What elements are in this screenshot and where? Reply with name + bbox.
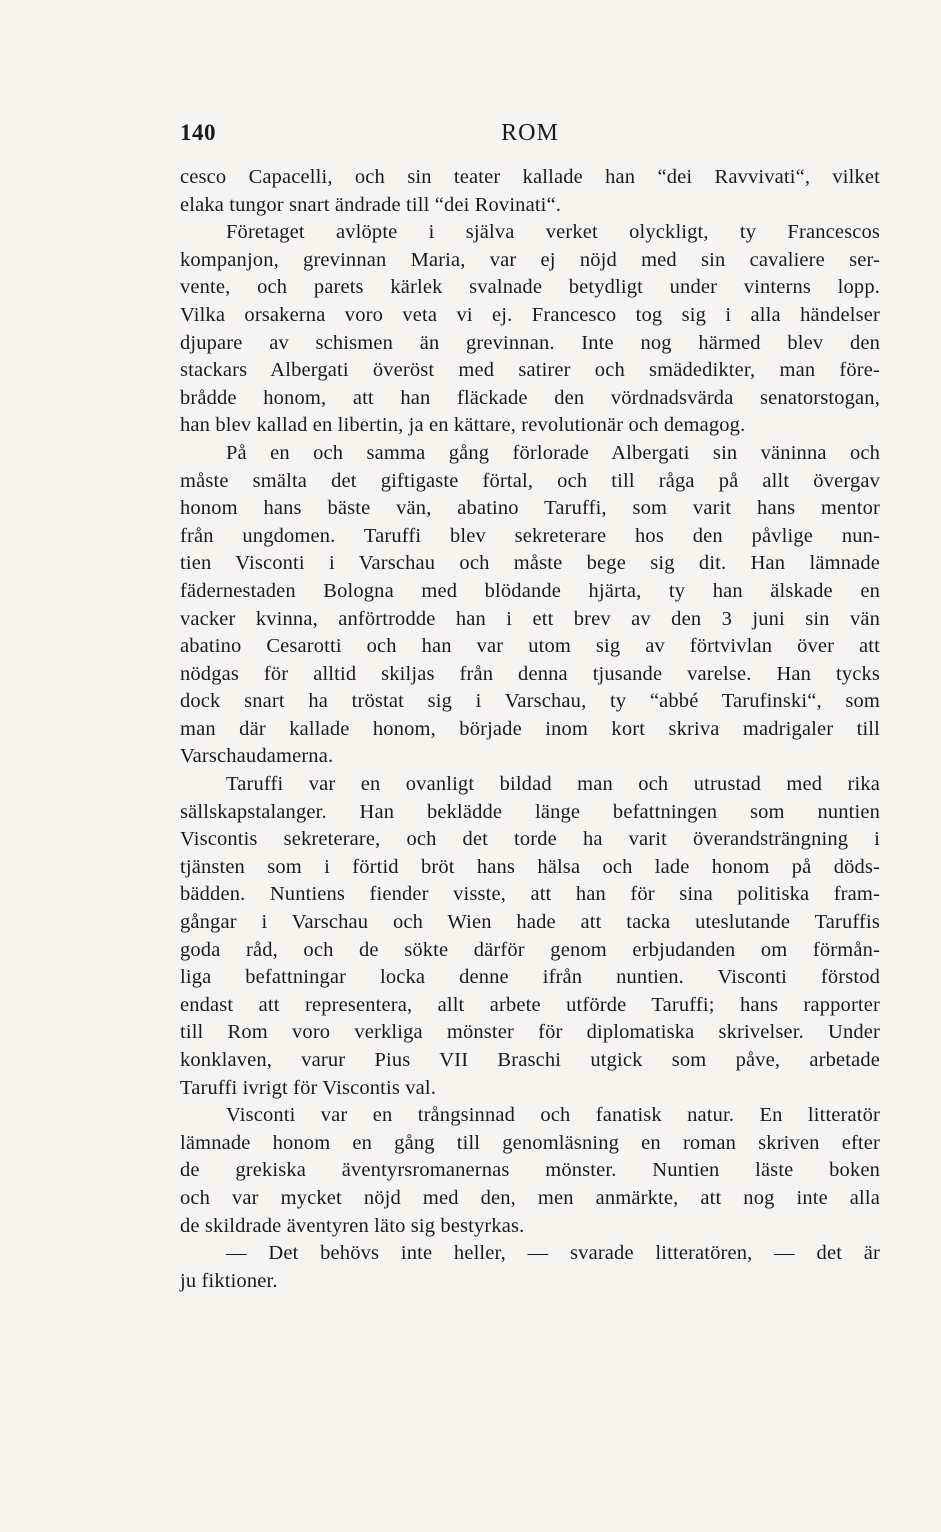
text-line: lämnade honom en gång till genomläsning en roman skriven efter bbox=[180, 1131, 880, 1154]
text-line: konklaven, varur Pius VII Braschi utgick som påve, arbetade bbox=[180, 1049, 880, 1071]
text-line: liga befattningar locka denne ifrån nuntien. Visconti förstod bbox=[180, 966, 880, 989]
text-line: man där kallade honom, började inom kort skriva madrigaler till bbox=[180, 717, 880, 740]
text-line: stackars Albergati överöst med satirer och smädedikter, man före- bbox=[180, 359, 880, 382]
text-line: från ungdomen. Taruffi blev sekreterare hos den påvlige nun- bbox=[180, 524, 880, 547]
text-line: tien Visconti i Varschau och måste bege sig dit. Han lämnade bbox=[180, 552, 880, 575]
text-line: kompanjon, grevinnan Maria, var ej nöjd med sin cavaliere ser- bbox=[180, 248, 880, 271]
text-line: honom hans bäste vän, abatino Taruffi, som varit hans mentor bbox=[180, 497, 880, 520]
text-line: och var mycket nöjd med den, men anmärkte, att nog inte alla bbox=[180, 1186, 880, 1209]
text-line: tjänsten som i förtid bröt hans hälsa och lade honom på döds- bbox=[180, 855, 880, 878]
running-head: ROM bbox=[501, 120, 559, 146]
text-line: Taruffi ivrigt för Viscontis val. bbox=[180, 1076, 437, 1099]
text-line: goda råd, och de sökte därför genom erbjudanden om förmån- bbox=[180, 938, 880, 961]
text-line: Varschaudamerna. bbox=[180, 745, 334, 768]
text-line: Viscontis sekreterare, och det torde ha varit överandsträngning i bbox=[180, 828, 880, 851]
text-line: endast att representera, allt arbete utförde Taruffi; hans rapporter bbox=[180, 993, 880, 1016]
text-line: ju fiktioner. bbox=[180, 1269, 278, 1292]
text-line: till Rom voro verkliga mönster för diplomatiska skrivelser. Under bbox=[180, 1021, 880, 1044]
text-line: djupare av schismen än grevinnan. Inte nog härmed blev den bbox=[180, 331, 880, 354]
text-line: Vilka orsakerna voro veta vi ej. Francesco tog sig i alla händelser bbox=[180, 303, 880, 326]
text-line: cesco Capacelli, och sin teater kallade han “dei Ravvivati“, vilket bbox=[180, 166, 880, 188]
text-line: vacker kvinna, anförtrodde han i ett brev av den 3 juni sin vän bbox=[180, 607, 880, 630]
text-line: han blev kallad en libertin, ja en kättare, revolutionär och demagog. bbox=[180, 414, 746, 437]
text-line: På en och samma gång förlorade Albergati sin väninna och bbox=[226, 441, 880, 464]
body-text bbox=[180, 164, 880, 1295]
text-line: gångar i Varschau och Wien hade att tacka uteslutande Taruffis bbox=[180, 911, 880, 934]
page-number: 140 bbox=[180, 120, 216, 145]
page-header bbox=[180, 120, 880, 152]
text-line: Visconti var en trångsinnad och fanatisk natur. En litteratör bbox=[226, 1104, 880, 1127]
text-line: fädernestaden Bologna med blödande hjärta, ty han älskade en bbox=[180, 579, 880, 602]
text-line: måste smälta det giftigaste förtal, och till råga på allt övergav bbox=[180, 469, 880, 492]
text-line: vente, och parets kärlek svalnade betydligt under vinterns lopp. bbox=[180, 276, 880, 299]
text-line: dock snart ha tröstat sig i Varschau, ty “abbé Tarufinski“, som bbox=[180, 690, 880, 713]
text-line: de skildrade äventyren läto sig bestyrkas. bbox=[180, 1214, 525, 1237]
text-line: sällskapstalanger. Han beklädde länge befattningen som nuntien bbox=[180, 800, 880, 823]
text-line: abatino Cesarotti och han var utom sig av förtvivlan över att bbox=[180, 635, 880, 658]
text-line: — Det behövs inte heller, — svarade litteratören, — det är bbox=[226, 1242, 880, 1265]
text-line: de grekiska äventyrsromanernas mönster. Nuntien läste boken bbox=[180, 1159, 880, 1182]
text-line: elaka tungor snart ändrade till “dei Rovinati“. bbox=[180, 193, 562, 216]
text-line: brådde honom, att han fläckade den vördnadsvärda senatorstogan, bbox=[180, 386, 880, 409]
text-line: nödgas för alltid skiljas från denna tjusande varelse. Han tycks bbox=[180, 662, 880, 685]
text-line: bädden. Nuntiens fiender visste, att han för sina politiska fram- bbox=[180, 883, 880, 906]
text-line: Företaget avlöpte i själva verket olyckligt, ty Francescos bbox=[226, 221, 880, 244]
text-line: Taruffi var en ovanligt bildad man och utrustad med rika bbox=[226, 773, 880, 796]
